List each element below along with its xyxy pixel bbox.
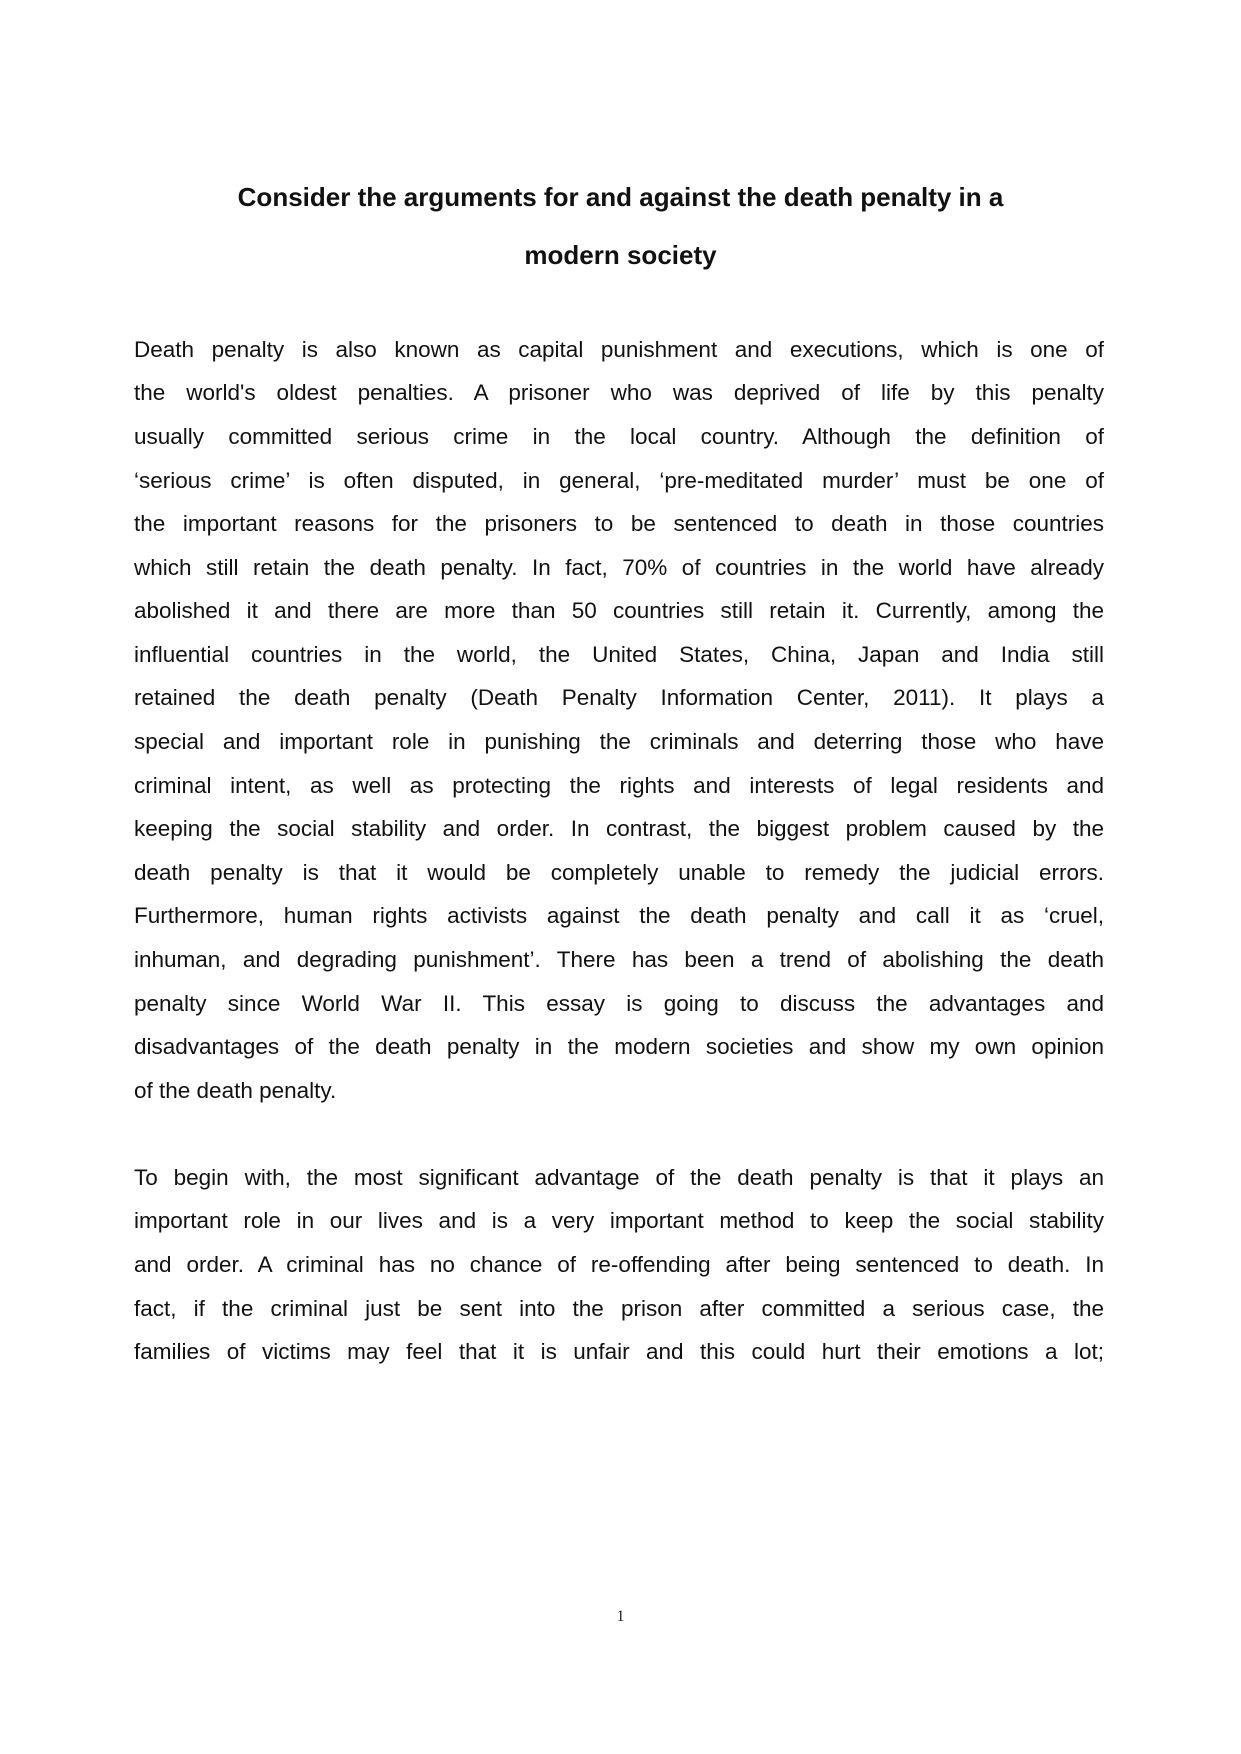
paragraph-line: criminal intent, as well as protecting the rights and interests of legal residents and bbox=[134, 773, 1104, 798]
paragraph-line: of the death penalty. bbox=[134, 1078, 337, 1103]
document-title-line-1: Consider the arguments for and against the death penalty in a bbox=[237, 182, 1004, 212]
paragraph-line: and order. A criminal has no chance of re-offending after being sentenced to death. In bbox=[134, 1252, 1104, 1277]
paragraph-line: families of victims may feel that it is unfair and this could hurt their emotions a lot; bbox=[134, 1339, 1104, 1364]
paragraph-line: which still retain the death penalty. In fact, 70% of countries in the world have already bbox=[134, 555, 1104, 580]
paragraph-line: the important reasons for the prisoners to be sentenced to death in those countries bbox=[134, 511, 1104, 536]
paragraph-line: retained the death penalty (Death Penalty Information Center, 2011). It plays a bbox=[134, 685, 1104, 710]
paragraph-line: Furthermore, human rights activists against the death penalty and call it as ‘cruel, bbox=[134, 903, 1104, 928]
paragraph-line: death penalty is that it would be completely unable to remedy the judicial errors. bbox=[134, 860, 1104, 885]
paragraph-line: important role in our lives and is a very important method to keep the social stability bbox=[134, 1208, 1104, 1233]
paragraph-line: disadvantages of the death penalty in the modern societies and show my own opinion bbox=[134, 1034, 1104, 1059]
paragraph-line: penalty since World War II. This essay is going to discuss the advantages and bbox=[134, 991, 1104, 1016]
paragraph-line: ‘serious crime’ is often disputed, in general, ‘pre-meditated murder’ must be one of bbox=[134, 468, 1104, 493]
paragraph-line: abolished it and there are more than 50 countries still retain it. Currently, among the bbox=[134, 598, 1104, 623]
paragraph-line: inhuman, and degrading punishment’. There has been a trend of abolishing the death bbox=[134, 947, 1104, 972]
document-title-line-2: modern society bbox=[524, 240, 717, 270]
paragraph-line: fact, if the criminal just be sent into the prison after committed a serious case, the bbox=[134, 1296, 1104, 1321]
paragraph-line: special and important role in punishing the criminals and deterring those who have bbox=[134, 729, 1104, 754]
paragraph-line: Death penalty is also known as capital punishment and executions, which is one of bbox=[134, 337, 1104, 362]
paragraph-line: the world's oldest penalties. A prisoner who was deprived of life by this penalty bbox=[134, 380, 1104, 405]
page-number: 1 bbox=[616, 1608, 625, 1625]
paragraph-line: usually committed serious crime in the local country. Although the definition of bbox=[134, 424, 1104, 449]
paragraph-line: To begin with, the most significant advantage of the death penalty is that it plays an bbox=[134, 1165, 1104, 1190]
paragraph-line: keeping the social stability and order. In contrast, the biggest problem caused by the bbox=[134, 816, 1104, 841]
paragraph-line: influential countries in the world, the United States, China, Japan and India still bbox=[134, 642, 1104, 667]
